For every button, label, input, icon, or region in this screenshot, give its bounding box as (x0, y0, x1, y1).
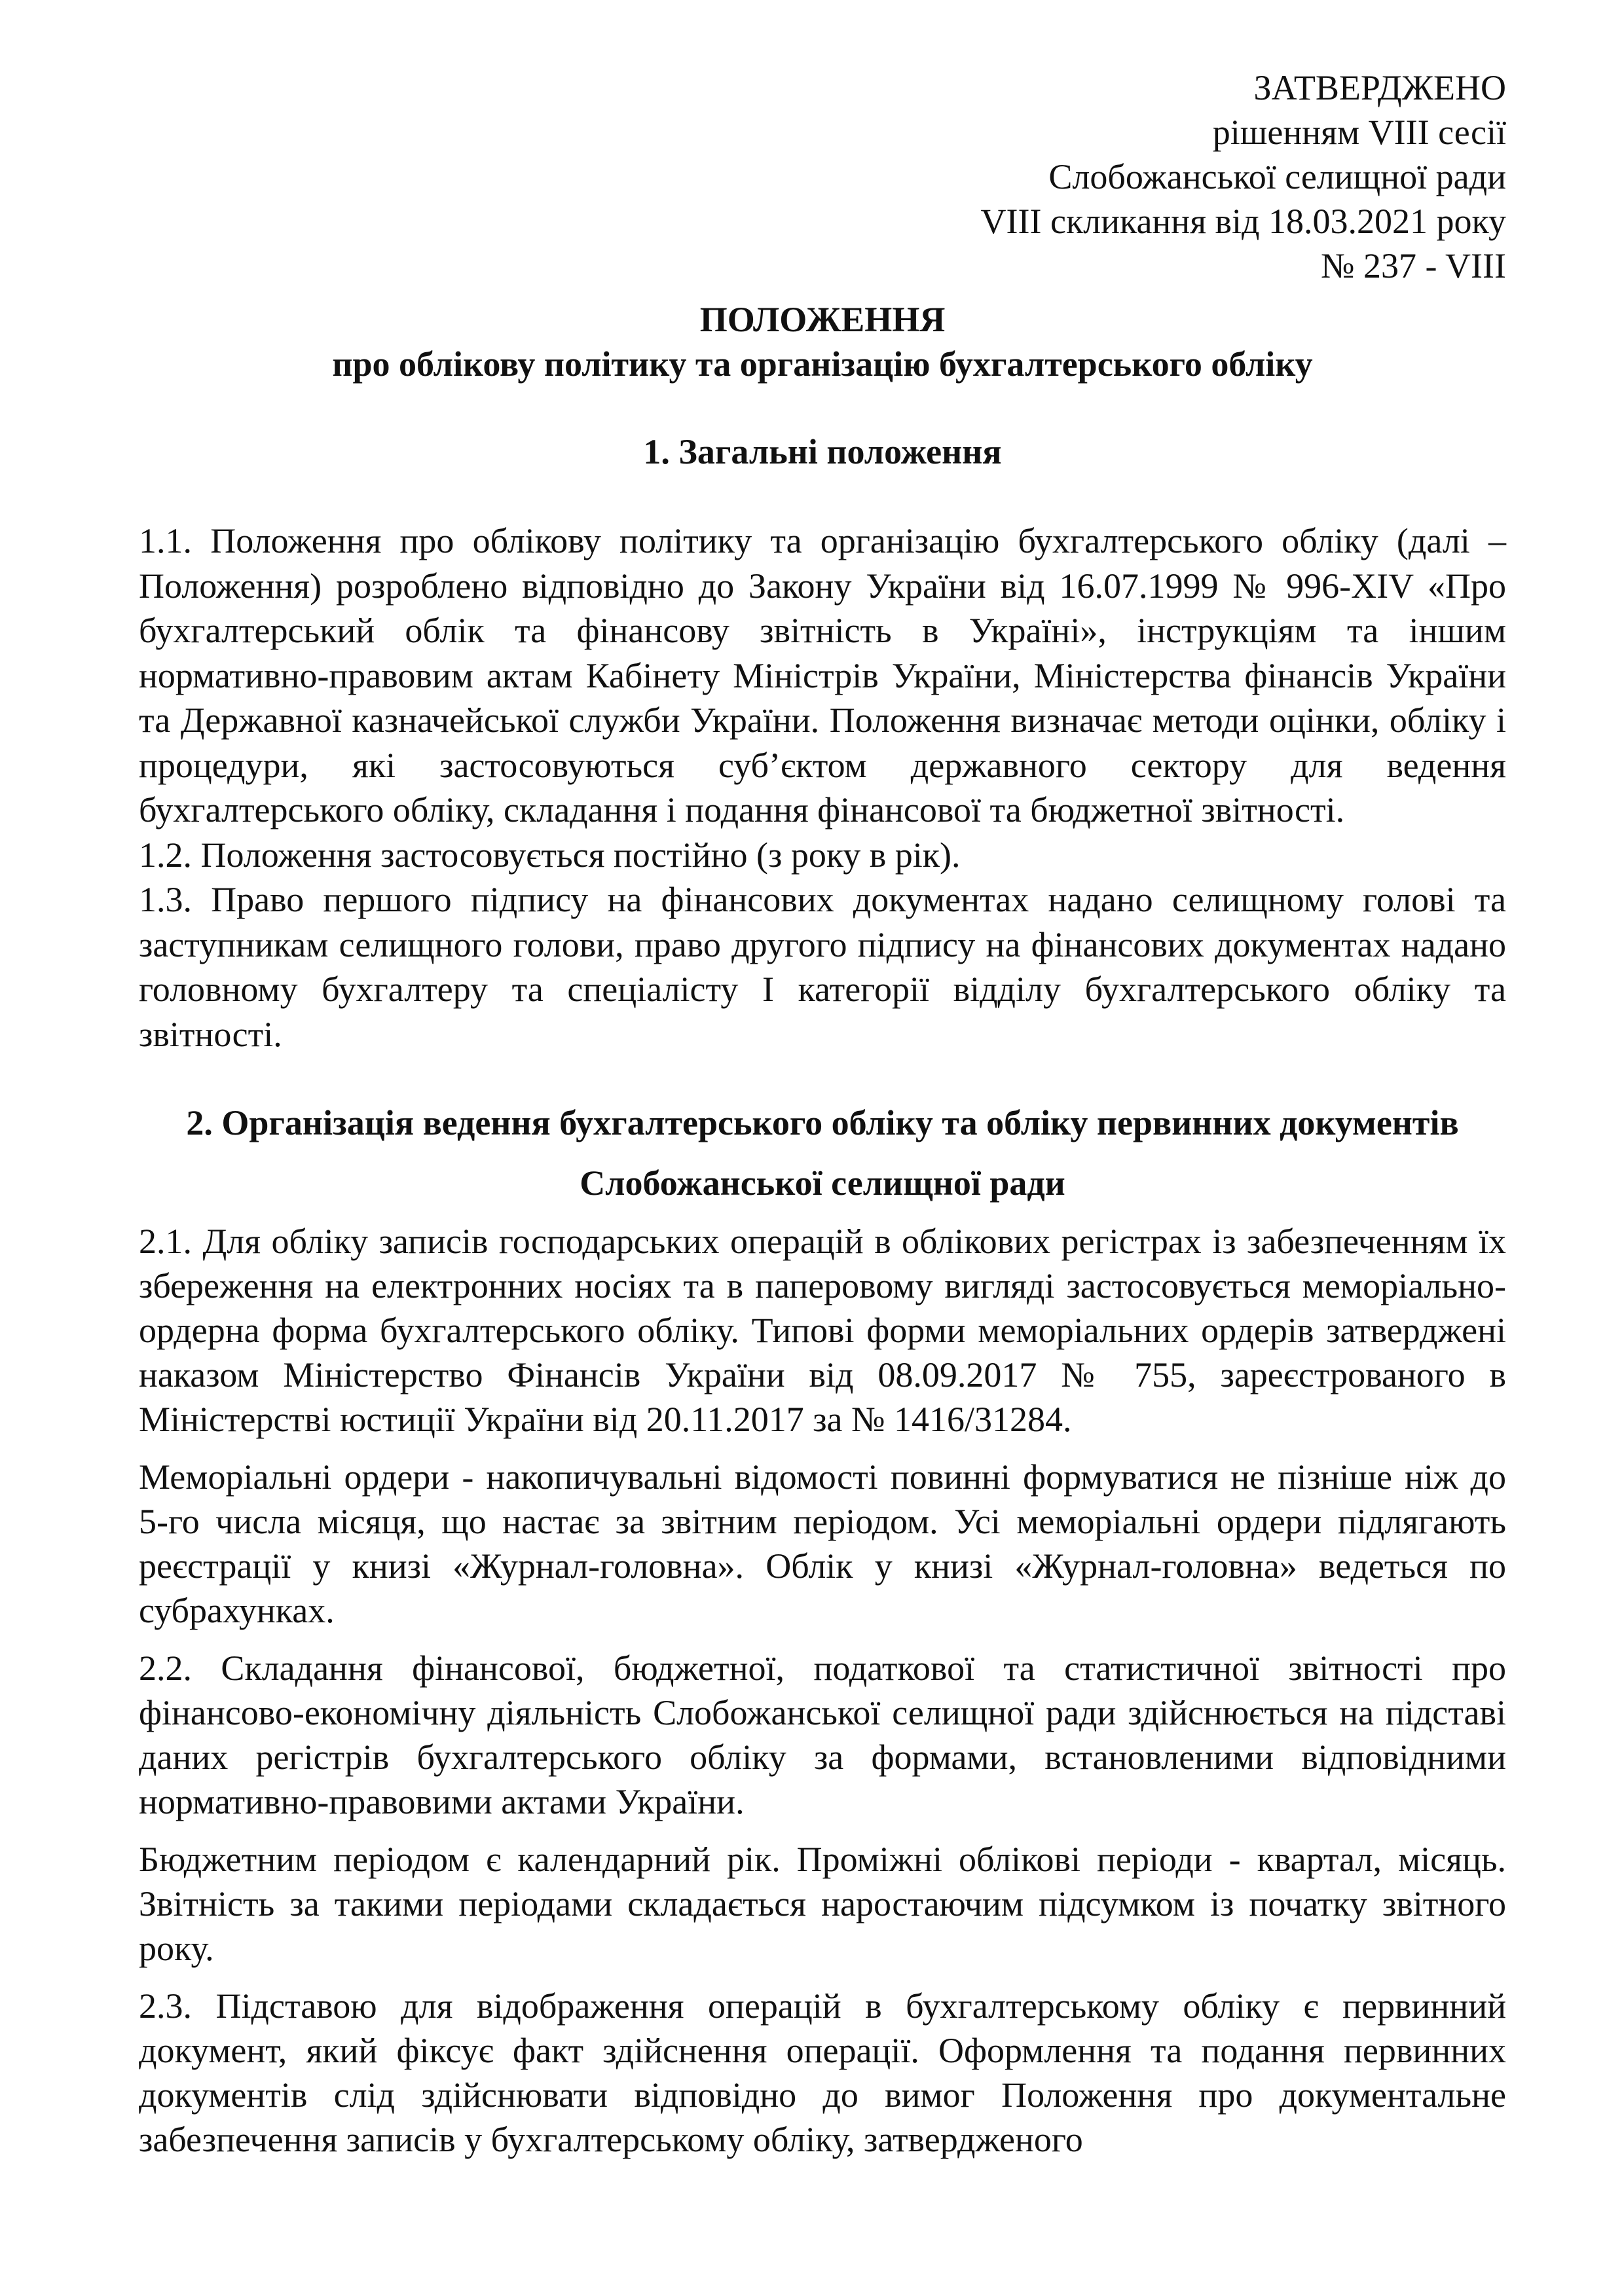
approval-line-convocation-date: VIII скликання від 18.03.2021 року (980, 202, 1506, 241)
approval-stamp-block (139, 65, 1506, 288)
section-1-heading: 1. Загальні положення (643, 432, 1002, 471)
document-page (139, 65, 1506, 2175)
section-2-heading-line1: 2. Організація ведення бухгалтерського обліку та обліку первинних документів (186, 1103, 1459, 1142)
paragraph-2-2: 2.2. Складання фінансової, бюджетної, податкової та статистичної звітності про фінансово-економічну діяльність Слобожанської селищної ради здійснюється на підставі даних регістрів бухгалтерського обліку за формами, встановленими відповідними нормативно-правовими актами України. (139, 1649, 1506, 1821)
paragraph-1-2: 1.2. Положення застосовується постійно (з року в рік). (139, 835, 961, 875)
paragraph-1-1: 1.1. Положення про облікову політику та організацію бухгалтерського обліку (далі – Положення) розроблено відповідно до Закону України від 16.07.1999 № 996-XIV «Про бухгалтерський облік та фінансову звітність в Україні», інструкціям та іншим нормативно-правовим актам Кабінету Міністрів України, Міністерства фінансів України та Державної казначейської служби України. Положення визначає методи оцінки, обліку і процедури, які застосовуються суб’єктом державного сектору для ведення бухгалтерського обліку, складання і подання фінансової та бюджетної звітності. (139, 521, 1506, 829)
document-subtitle: про облікову політику та організацію бухгалтерського обліку (332, 344, 1313, 384)
paragraph-2-2-budget-period: Бюджетним періодом є календарний рік. Проміжні облікові періоди - квартал, місяць. Звітність за такими періодами складається наростаючим підсумком із початку звітного року. (139, 1840, 1506, 1968)
section-1-body (139, 519, 1506, 1057)
paragraph-2-1-memorial-orders: Меморіальні ордери - накопичувальні відомості повинні формуватися не пізніше ніж до 5-го числа місяця, що настає за звітним періодом. Усі меморіальні ордери підлягають реєстрації у книзі «Журнал-головна». Облік у книзі «Журнал-головна» ведеться по субрахунках. (139, 1457, 1506, 1630)
section-2-heading-line2: Слобожанської селищної ради (580, 1163, 1065, 1203)
paragraph-2-1: 2.1. Для обліку записів господарських операцій в облікових регістрах із забезпеченням їх збереження на електронних носіях та в паперовому вигляді застосовується меморіально-ордерна форма бухгалтерського обліку. Типові форми меморіальних ордерів затверджені наказом Міністерство Фінансів України від 08.09.2017 № 755, зареєстрованого в Міністерстві юстиції України від 20.11.2017 за № 1416/31284. (139, 1222, 1506, 1439)
approval-line-decision: рішенням VIII сесії (1212, 113, 1506, 152)
approval-line-approved: ЗАТВЕРДЖЕНО (1253, 68, 1506, 107)
approval-line-number: № 237 - VIII (1321, 246, 1506, 285)
approval-line-council: Слобожанської селищної ради (1048, 157, 1506, 196)
paragraph-1-3: 1.3. Право першого підпису на фінансових документах надано селищному голові та заступникам селищного голови, право другого підпису на фінансових документах надано головному бухгалтеру та спеціалісту І категорії відділу бухгалтерського обліку та звітності. (139, 880, 1506, 1054)
document-title: ПОЛОЖЕННЯ (699, 300, 946, 339)
paragraph-2-3: 2.3. Підставою для відображення операцій в бухгалтерському обліку є первинний документ, який фіксує факт здійснення операції. Оформлення та подання первинних документів слід здійснювати відповідно до вимог Положення про документальне забезпечення записів у бухгалтерському обліку, затвердженого (139, 1986, 1506, 2159)
section-spacer (139, 1057, 1506, 1100)
section-2-body (139, 1219, 1506, 2162)
